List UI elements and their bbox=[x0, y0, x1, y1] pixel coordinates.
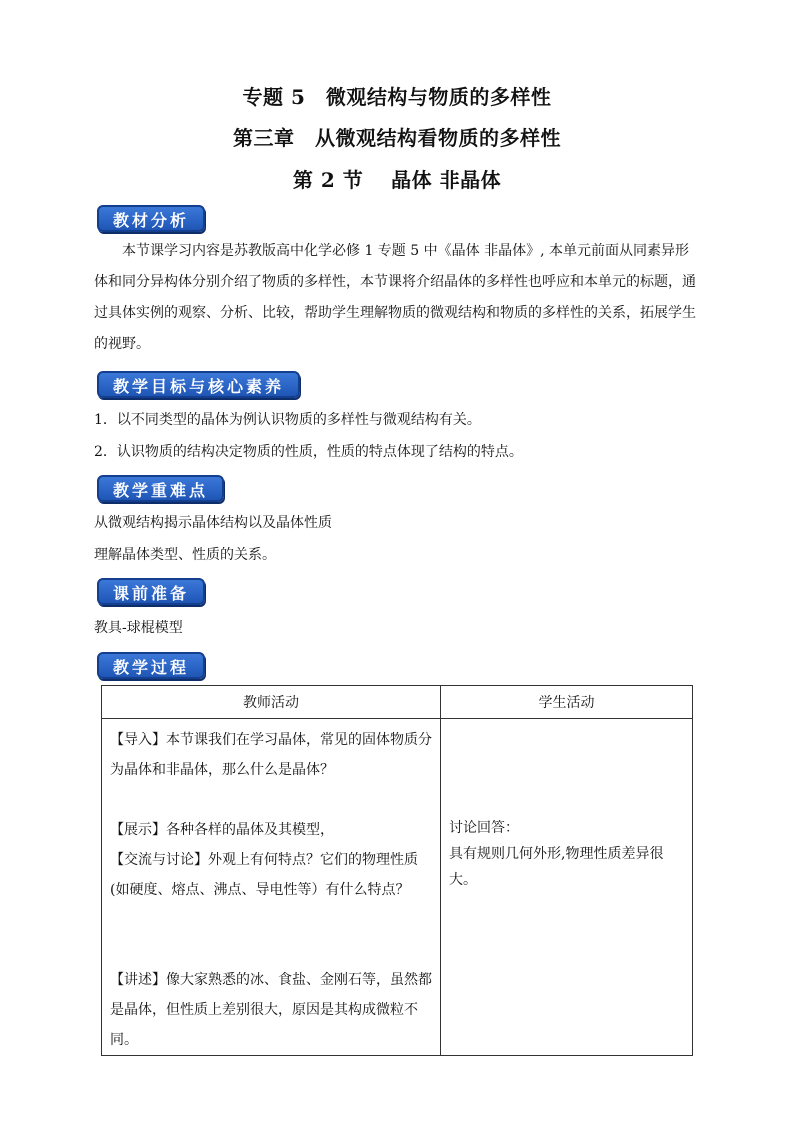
teacher-show: 【展示】各种各样的晶体及其模型， bbox=[110, 822, 334, 838]
process-table bbox=[101, 685, 693, 1056]
header-student: 学生活动 bbox=[441, 686, 693, 719]
goal-item-1: 1．以不同类型的晶体为例认识物质的多样性与微观结构有关。 bbox=[94, 412, 481, 428]
prep-text: 教具-球棍模型 bbox=[94, 620, 183, 636]
keypoint-item-1: 从微观结构揭示晶体结构以及晶体性质 bbox=[94, 515, 332, 531]
chapter-title: 第三章 从微观结构看物质的多样性 bbox=[233, 126, 561, 150]
topic-title: 专题 5 微观结构与物质的多样性 bbox=[242, 85, 552, 109]
teacher-intro: 【导入】本节课我们在学习晶体，常见的固体物质分为晶体和非晶体，那么什么是晶体？ bbox=[110, 732, 432, 778]
student-activity-cell bbox=[441, 719, 693, 1056]
teacher-activity-cell bbox=[102, 719, 441, 1056]
teacher-lecture: 【讲述】像大家熟悉的冰、食盐、金刚石等，虽然都是晶体，但性质上差别很大，原因是其构成微粒不同。 bbox=[110, 972, 432, 1048]
goal-item-2: 2．认识物质的结构决定物质的性质，性质的特点体现了结构的特点。 bbox=[94, 444, 523, 460]
header-teacher: 教师活动 bbox=[102, 686, 441, 719]
analysis-badge: 教材分析 bbox=[97, 205, 205, 232]
section-title: 第 2 节 晶体 非晶体 bbox=[292, 168, 502, 192]
goals-badge: 教学目标与核心素养 bbox=[97, 371, 300, 398]
analysis-text: 本节课学习内容是苏教版高中化学必修 1 专题 5 中《晶体 非晶体》, 本单元前面从同素异形体和同分异构体分别介绍了物质的多样性，本节课将介绍晶体的多样性也呼应和本单元的标题，通过具体实例的观察、分析、比较，帮助学生理解物质的微观结构和物质的多样性的关系，拓展学生的视野。 bbox=[94, 243, 696, 352]
teacher-discuss: 【交流与讨论】外观上有何特点？它们的物理性质(如硬度、熔点、沸点、导电性等）有什么特点？ bbox=[110, 852, 418, 898]
process-badge: 教学过程 bbox=[97, 652, 205, 679]
keypoint-item-2: 理解晶体类型、性质的关系。 bbox=[94, 547, 276, 563]
prep-badge: 课前准备 bbox=[97, 578, 205, 605]
student-answer: 具有规则几何外形,物理性质差异很大。 bbox=[449, 846, 664, 888]
student-answer-label: 讨论回答： bbox=[449, 820, 519, 836]
keypoints-badge: 教学重难点 bbox=[97, 475, 224, 502]
